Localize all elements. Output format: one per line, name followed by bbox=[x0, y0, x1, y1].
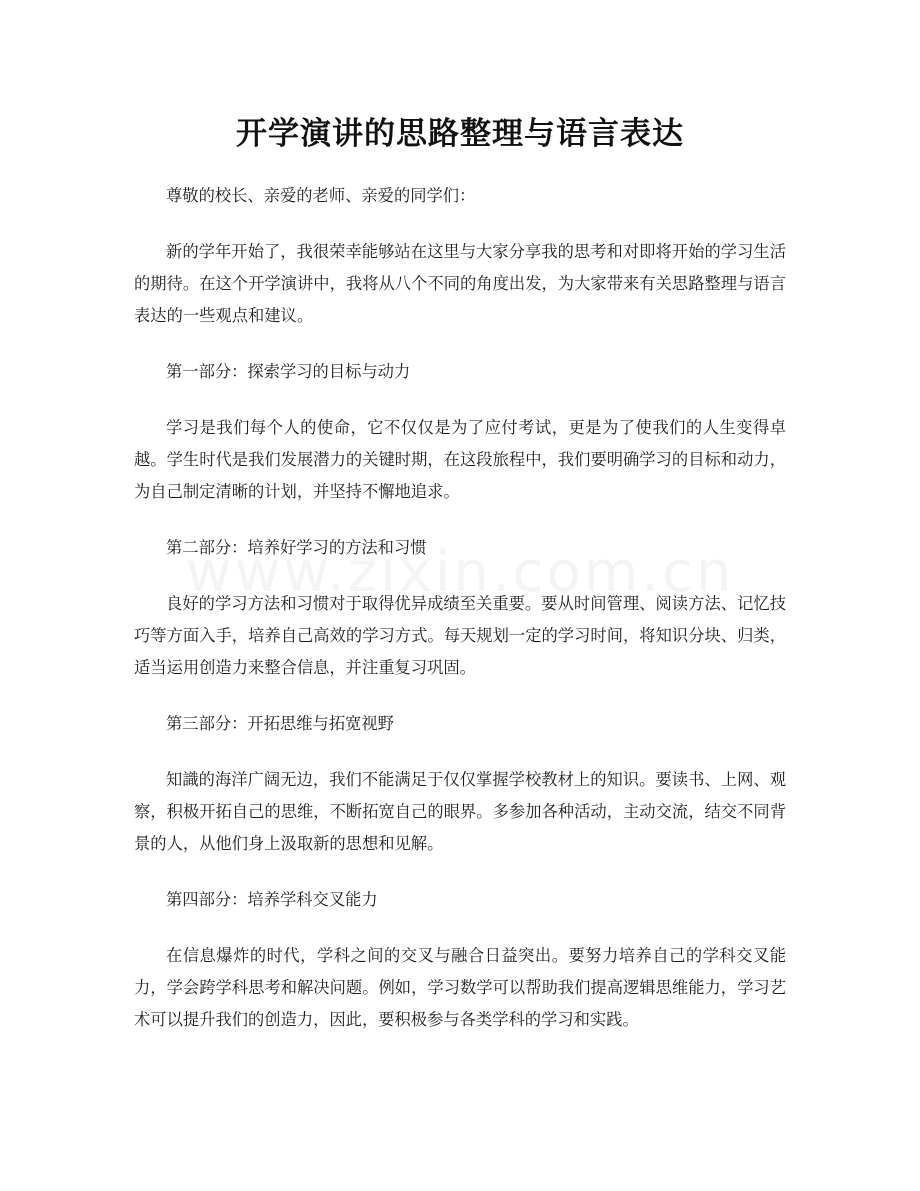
document-body bbox=[134, 180, 786, 1060]
intro-paragraph: 新的学年开始了，我很荣幸能够站在这里与大家分享我的思考和对即将开始的学习生活的期待。在这个开学演讲中，我将从八个不同的角度出发，为大家带来有关思路整理与语言表达的一些观点和建议。 bbox=[134, 242, 786, 325]
section-heading: 第四部分：培养学科交叉能力 bbox=[166, 890, 378, 909]
section-heading: 第三部分：开拓思维与拓宽视野 bbox=[166, 714, 394, 733]
greeting-paragraph: 尊敬的校长、亲爱的老师、亲爱的同学们： bbox=[166, 186, 476, 205]
section-paragraph: 良好的学习方法和习惯对于取得优异成绩至关重要。要从时间管理、阅读方法、记忆技巧等方面入手，培养自己高效的学习方式。每天规划一定的学习时间，将知识分块、归类，适当运用创造力来整合信息，并注重复习巩固。 bbox=[134, 594, 786, 677]
page-title: 开学演讲的思路整理与语言表达 bbox=[236, 116, 684, 152]
section-heading: 第一部分：探索学习的目标与动力 bbox=[166, 362, 411, 381]
section-paragraph: 学习是我们每个人的使命，它不仅仅是为了应付考试，更是为了使我们的人生变得卓越。学生时代是我们发展潜力的关键时期，在这段旅程中，我们要明确学习的目标和动力，为自己制定清晰的计划，并坚持不懈地追求。 bbox=[134, 418, 786, 501]
section-heading: 第二部分：培养好学习的方法和习惯 bbox=[166, 538, 427, 557]
section-paragraph: 在信息爆炸的时代，学科之间的交叉与融合日益突出。要努力培养自己的学科交叉能力，学会跨学科思考和解决问题。例如，学习数学可以帮助我们提高逻辑思维能力，学习艺术可以提升我们的创造力，因此，要积极参与各类学科的学习和实践。 bbox=[134, 946, 786, 1029]
section-paragraph: 知識的海洋广阔无边，我们不能满足于仅仅掌握学校教材上的知识。要读书、上网、观察，积极开拓自己的思维，不断拓宽自己的眼界。多参加各种活动，主动交流，结交不同背景的人，从他们身上汲取新的思想和见解。 bbox=[134, 770, 786, 853]
